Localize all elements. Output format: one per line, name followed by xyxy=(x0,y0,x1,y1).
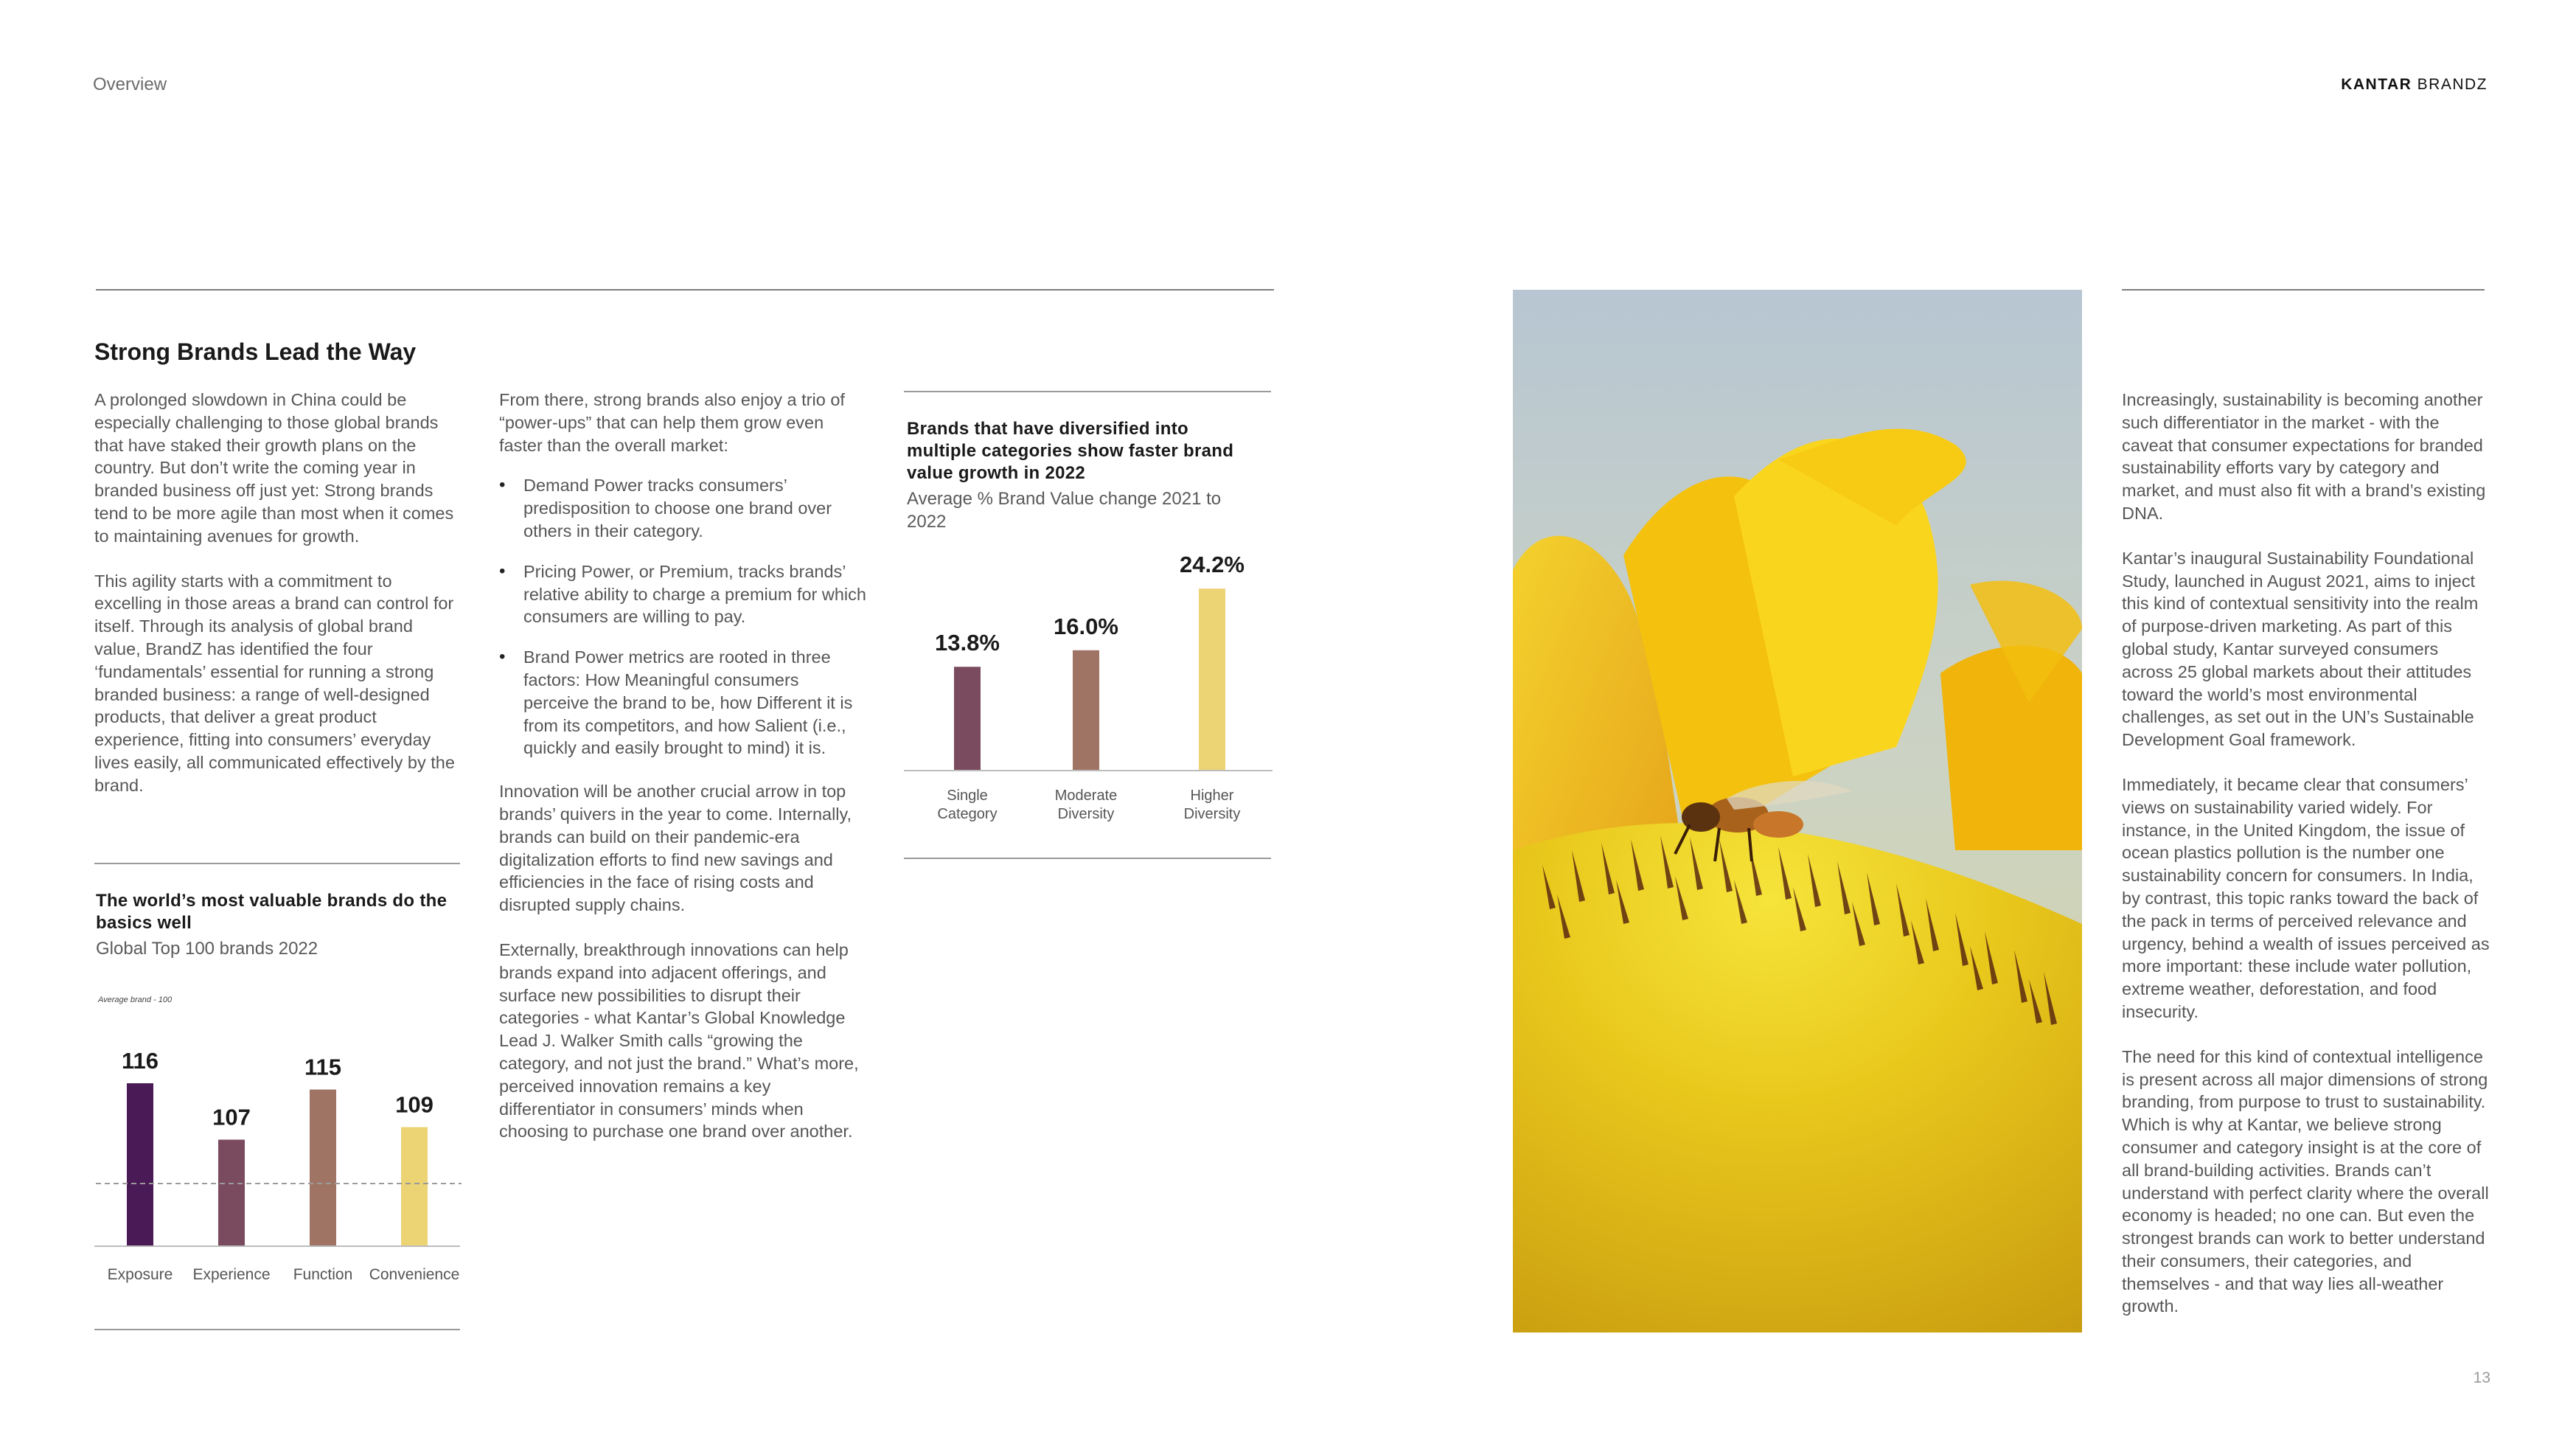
chart1-subtitle: Global Top 100 brands 2022 xyxy=(96,939,318,959)
paragraph: This agility starts with a commitment to excelling in those areas a brand can control for itself. Through its analysis of global brand value, BrandZ has identified the four ‘fundamentals’ essential for running a strong branded business: a range of well-designed products, that deliver a great product experience, fitting into consumers’ everyday lives easily, all communicated effectively by the brand. xyxy=(94,571,455,795)
chart2-category-label: Moderate xyxy=(1054,788,1118,804)
chart2-plot xyxy=(904,546,1273,826)
chart1-category-label: Experience xyxy=(192,1266,271,1283)
chart2-value-label: 24.2% xyxy=(1180,552,1245,578)
chart1-value-label: 116 xyxy=(121,1048,159,1074)
chart1-bar xyxy=(401,1127,428,1247)
page-number: 13 xyxy=(2473,1369,2490,1386)
chart1-category-label: Convenience xyxy=(369,1266,460,1283)
brand-logo xyxy=(2330,76,2488,94)
column-1-text xyxy=(94,389,463,819)
chart1-value-label: 115 xyxy=(304,1054,342,1080)
list-item: • Demand Power tracks consumers’ predisposition to choose one brand over others in their category. xyxy=(499,474,868,542)
chart2-category-label: Single xyxy=(947,788,988,804)
chart1-category-label: Exposure xyxy=(107,1266,173,1283)
logo-brandz: BRANDZ xyxy=(2417,76,2488,93)
paragraph: Increasingly, sustainability is becoming another such differentiator in the market - with the caveat that consumer expectations for branded sustainability efforts vary by category and market, and must also fit with a brand’s existing DNA. xyxy=(2122,390,2486,523)
chart1-title: The world’s most valuable brands do the basics well xyxy=(96,891,448,933)
chart2-title: Brands that have diversified into multiple categories show faster brand value growth in 2022 xyxy=(907,419,1234,483)
paragraph: Innovation will be another crucial arrow in top brands’ quivers in the year to come. Internally, brands can build on their pandemic-era digitalization efforts to find new savings and efficiencies in the face of rising costs and disrupted supply chains. xyxy=(499,782,852,915)
chart1-value-label: 107 xyxy=(212,1104,251,1130)
chart1-value-label: 109 xyxy=(395,1091,434,1118)
chart2-bottom-rule xyxy=(904,858,1271,859)
chart2-category-label: Diversity xyxy=(1183,806,1241,822)
list-item: • Pricing Power, or Premium, tracks brands’ relative ability to charge a premium for which consumers are willing to pay. xyxy=(499,560,868,628)
sunflower-bee-photo xyxy=(1513,290,2082,1332)
paragraph: Immediately, it became clear that consumers’ views on sustainability varied widely. For instance, in the United Kingdom, the issue of ocean plastics pollution is the number one sustainability concern for consumers. In India, by contrast, this topic ranks toward the back of the pack in terms of perceived relevance and urgency, behind a wealth of issues perceived as more important: these include water pollution, extreme weather, deforestation, and food insecurity. xyxy=(2122,774,2490,1021)
chart1-bar xyxy=(310,1090,336,1247)
chart2-category-label: Category xyxy=(937,806,998,822)
chart1-bottom-rule xyxy=(94,1329,460,1330)
top-rule-right xyxy=(2122,289,2485,291)
chart2-top-rule xyxy=(904,391,1271,392)
chart2-value-label: 13.8% xyxy=(935,630,1000,656)
chart2-bar xyxy=(954,667,981,771)
chart1-bar xyxy=(218,1140,245,1247)
chart1-reference-label: Average brand - 100 xyxy=(98,995,173,1004)
chart2-header xyxy=(907,418,1253,533)
chart1-bar xyxy=(127,1083,153,1246)
chart1-plot xyxy=(94,1025,463,1290)
paragraph: Externally, breakthrough innovations can help brands expand into adjacent offerings, and surface new possibilities to disrupt their categories - what Kantar’s Global Knowledge Lead J. Walker Smith calls “growing the category, and not just the brand.” What’s more, perceived innovation remains a key differentiator in consumers’ minds when choosing to purchase one brand over another. xyxy=(499,939,859,1142)
column-4-text xyxy=(2122,389,2490,1340)
page-heading: Strong Brands Lead the Way xyxy=(94,338,417,365)
power-ups-list xyxy=(499,474,868,760)
top-rule-left xyxy=(96,289,1274,291)
paragraph: From there, strong brands also enjoy a trio of “power-ups” that can help them grow even faster than the overall market: xyxy=(499,390,845,455)
section-label: Overview xyxy=(93,74,167,94)
chart1-top-rule xyxy=(94,863,460,864)
chart2-subtitle: Average % Brand Value change 2021 to 2022 xyxy=(907,489,1222,532)
chart1-header xyxy=(96,890,450,960)
logo-kantar: KANTAR xyxy=(2341,76,2412,93)
paragraph: Kantar’s inaugural Sustainability Foundational Study, launched in August 2021, aims to inject this kind of contextual sensitivity into the realm of purpose-driven marketing. As part of this global study, Kantar surveyed consumers across 25 global markets about their attitudes toward the world’s most environmental challenges, as set out in the UN’s Sustainable Development Goal framework. xyxy=(2122,548,2479,750)
column-2-text xyxy=(499,389,868,1165)
chart2-value-label: 16.0% xyxy=(1054,613,1118,639)
paragraph: The need for this kind of contextual intelligence is present across all major dimensions of strong branding, from purpose to trust to sustainability. Which is why at Kantar, we believe strong consumer and category insight is at the core of all brand-building activities. Brands can’t understand with perfect clarity where the overall economy is headed; no one can. But even the strongest brands can work to better understand their consumers, their categories, and themselves - and that way lies all-weather growth. xyxy=(2122,1046,2489,1316)
chart2-bar xyxy=(1199,588,1225,771)
chart2-category-label: Higher xyxy=(1190,788,1234,804)
list-item: • Brand Power metrics are rooted in three factors: How Meaningful consumers perceive the brand to be, how Different it is from its competitors, and how Salient (i.e., quickly and easily brought to mind) it is. xyxy=(499,646,868,760)
chart2-category-label: Diversity xyxy=(1057,806,1115,822)
chart2-bar xyxy=(1073,650,1099,771)
chart1-category-label: Function xyxy=(293,1266,353,1283)
paragraph: A prolonged slowdown in China could be especially challenging to those global brands that have staked their growth plans on the country. But don’t write the coming year in branded business off just yet: Strong brands tend to be more agile than most when it comes to maintaining avenues for growth. xyxy=(94,390,454,546)
